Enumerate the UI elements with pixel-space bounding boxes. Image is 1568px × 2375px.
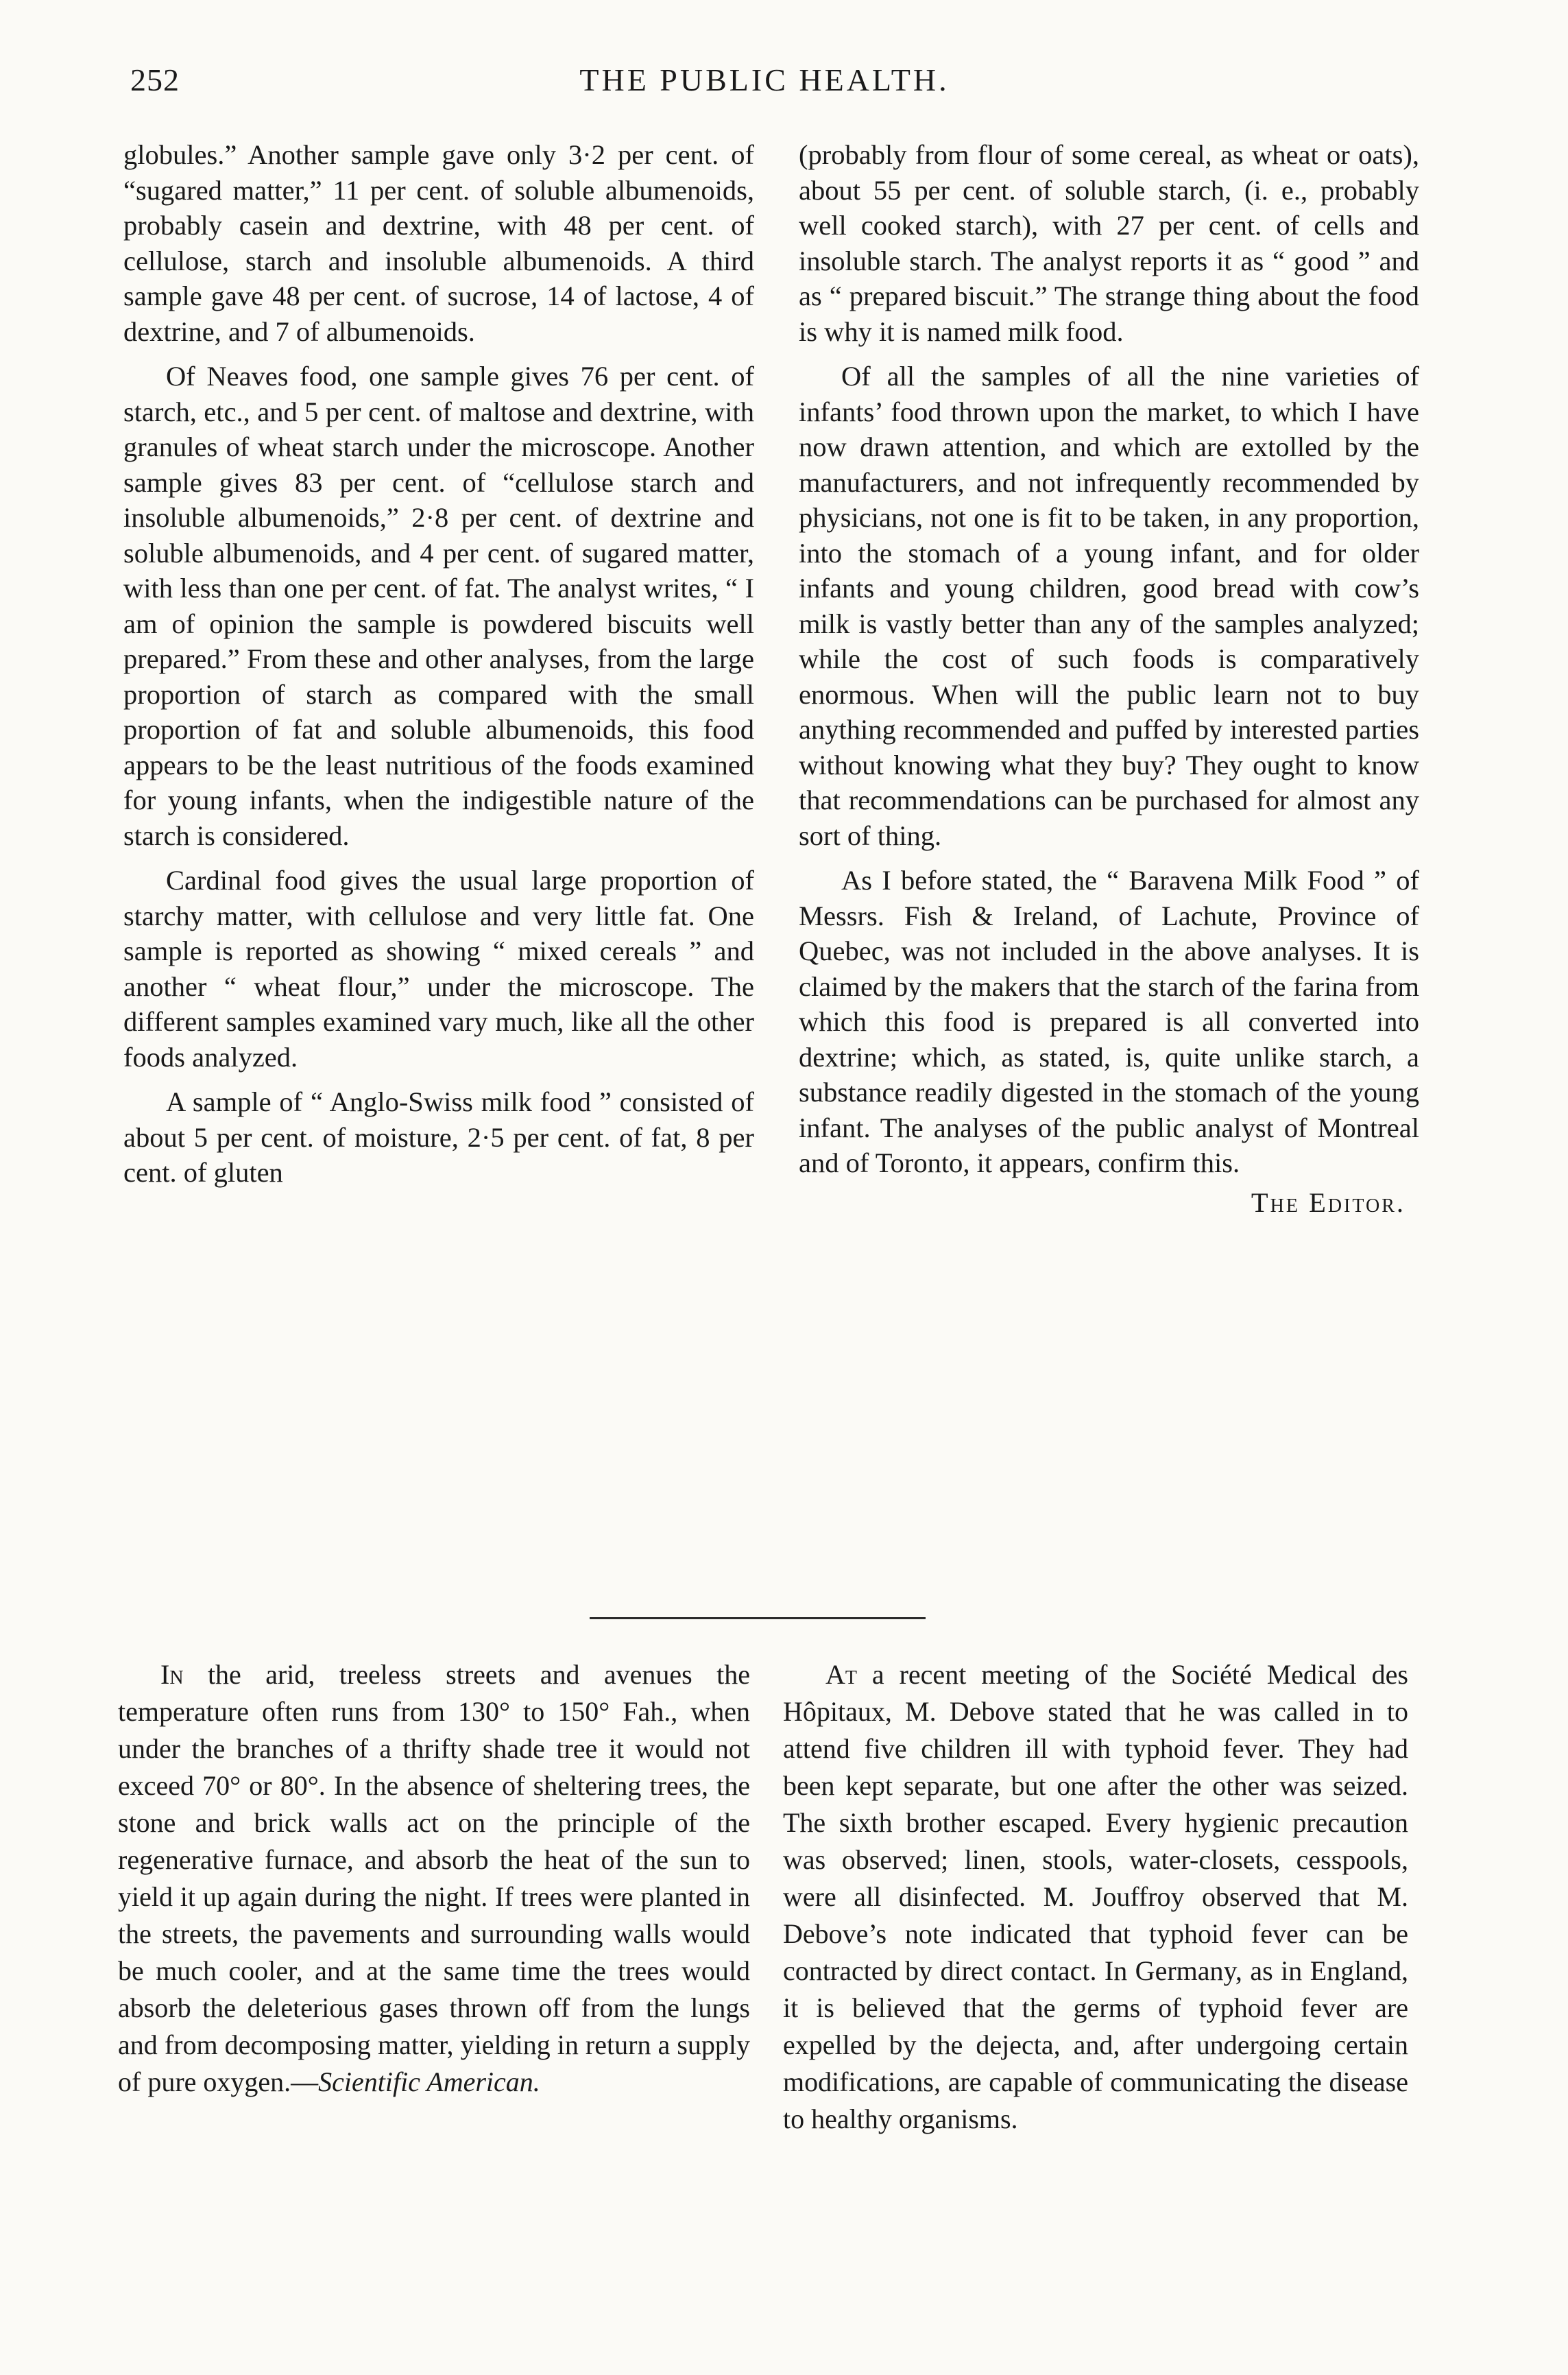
paragraph: globules.” Another sample gave only 3·2 per cent. of “sugared matter,” 11 per cent. of soluble albumenoids, probably casein and dextrine, with 48 per cent. of cellulose, starch and insoluble albumenoids. A third sample gave 48 per cent. of sucrose, 14 of lactose, 4 of dextrine, and 7 of albumenoids. xyxy=(123,139,754,347)
paragraph: Of Neaves food, one sample gives 76 per cent. of starch, etc., and 5 per cent. of maltose and dextrine, with granules of wheat starch under the microscope. Another sample gives 83 per cent. of “cellulose starch and insoluble albumenoids,” 2·8 per cent. of dextrine and soluble albumenoids, and 4 per cent. of sugared matter, with less than one per cent. of fat. The analyst writes, “ I am of opinion the sample is powdered biscuits well prepared.” From these and other analyses, from the large proportion of starch as compared with the small proportion of fat and soluble albumenoids, this food appears to be the least nutritious of the foods examined for young infants, when the indigestible nature of the starch is considered. xyxy=(123,361,754,851)
lead-word: At xyxy=(825,1659,857,1690)
page-number: 252 xyxy=(130,62,180,97)
paragraph: Cardinal food gives the usual large proportion of starchy matter, with cellulose and very little fat. One sample is reported as showing “ mixed cereals ” and another “ wheat flour,” under the microscope. The different samples examined vary much, like all the other foods analyzed. xyxy=(123,865,754,1073)
paragraph: As I before stated, the “ Baravena Milk Food ” of Messrs. Fish & Ireland, of Lachute, Province of Quebec, was not included in the above analyses. It is claimed by the makers that the starch of the farina from which this food is prepared is all converted into dextrine; which, as stated, is, quite unlike starch, a substance readily digested in the stomach of the young infant. The analyses of the public analyst of Montreal and of Toronto, it appears, confirm this. xyxy=(799,865,1419,1178)
editor-signature: The Editor. xyxy=(1251,1186,1406,1218)
paragraph-body: a recent meeting of the Société Medical des Hôpitaux, M. Debove stated that he was called in to attend five children ill with typhoid fever. They had been kept separate, but one after the other was seized. The sixth brother escaped. Every hygienic precaution was observed; linen, stools, water-closets, cesspools, were all disinfected. M. Jouffroy observed that M. Debove’s note indicated that typhoid fever can be contracted by direct contact. In Germany, as in England, it is believed that the germs of typhoid fever are expelled by the dejecta, and, after undergoing certain modifications, are capable of communicating the disease to healthy organisms. xyxy=(783,1659,1408,2134)
paragraph: (probably from flour of some cereal, as wheat or oats), about 55 per cent. of soluble starch, (i. e., probably well cooked starch), with 27 per cent. of cells and insoluble starch. The analyst reports it as “ good ” and as “ prepared biscuit.” The strange thing about the food is why it is named milk food. xyxy=(799,139,1419,347)
column-top-right xyxy=(799,137,1419,1220)
paragraph-body: the arid, treeless streets and avenues the temperature often runs from 130° to 150° Fah., when under the branches of a thrifty shade tree it would not exceed 70° or 80°. In the absence of sheltering trees, the stone and brick walls act on the principle of the regenerative furnace, and absorb the heat of the sun to yield it up again during the night. If trees were planted in the streets, the pavements and surrounding walls would be much cooler, and at the same time the trees would absorb the deleterious gases thrown off from the lungs and from decomposing matter, yielding in return a supply of pure oxygen.— xyxy=(118,1659,750,2097)
running-head: THE PUBLIC HEALTH. xyxy=(579,62,950,97)
section-divider xyxy=(590,1617,926,1619)
paragraph: Of all the samples of all the nine varieties of infants’ food thrown upon the market, to which I have now drawn attention, and which are extolled by the manufacturers, and not infrequently recommended by physicians, not one is fit to be taken, in any proportion, into the stomach of a young infant, and for older infants and young children, good bread with cow’s milk is vastly better than any of the samples analyzed; while the cost of such foods is comparatively enormous. When will the public learn not to buy anything recommended and puffed by interested parties without knowing what they buy? They ought to know that recommendations can be purchased for almost any sort of thing. xyxy=(799,361,1419,851)
page-header xyxy=(123,62,1406,117)
column-bottom-left xyxy=(118,1656,750,2101)
column-bottom-right xyxy=(783,1656,1408,2138)
paragraph xyxy=(118,1656,750,2101)
paragraph: A sample of “ Anglo-Swiss milk food ” consisted of about 5 per cent. of moisture, 2·5 per cent. of fat, 8 per cent. of gluten xyxy=(123,1086,754,1188)
paragraph xyxy=(783,1656,1408,2138)
source-credit: Scientific American. xyxy=(318,2066,540,2097)
lead-word: In xyxy=(160,1659,184,1690)
column-top-left xyxy=(123,137,754,1191)
